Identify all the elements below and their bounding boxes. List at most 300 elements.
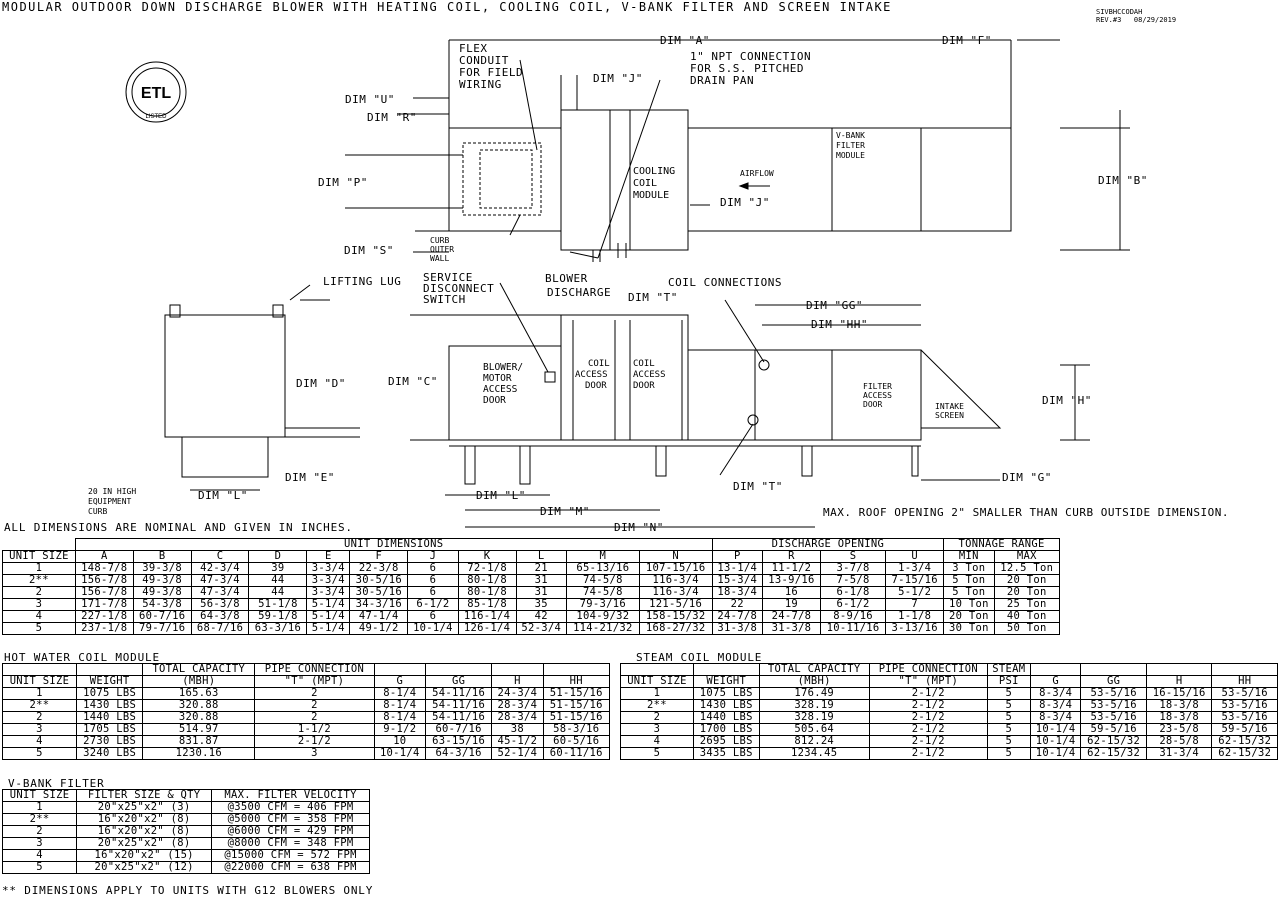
table-header-cell: WEIGHT	[693, 676, 759, 688]
dim-j-mid-label: DIM "J"	[720, 196, 770, 209]
table-row	[621, 736, 1278, 748]
table-cell: 79-7/16	[133, 623, 191, 635]
table-cell: 156-7/8	[75, 587, 133, 599]
table-cell: 156-7/8	[75, 575, 133, 587]
lifting-lug-label: LIFTING LUG	[323, 275, 402, 288]
table-cell: 5	[987, 724, 1030, 736]
table-cell: 15-3/4	[712, 575, 762, 587]
table-cell: 28-3/4	[492, 712, 543, 724]
table-cell: 10-1/4	[374, 748, 425, 760]
table-cell: 1234.45	[759, 748, 869, 760]
npt-label-2: FOR S.S. PITCHED	[690, 62, 804, 75]
table-cell: 52-3/4	[516, 623, 566, 635]
table-row	[3, 850, 370, 862]
table-cell: 10-1/4	[408, 623, 458, 635]
table-cell: 227-1/8	[75, 611, 133, 623]
table-cell: 3	[3, 724, 77, 736]
table-cell: 44	[249, 587, 307, 599]
table-header-cell: MAX. FILTER VELOCITY	[212, 790, 370, 802]
table-header-cell: S	[820, 551, 885, 563]
coil-connections-label: COIL CONNECTIONS	[668, 276, 782, 289]
filter-door-label-3: DOOR	[863, 400, 883, 409]
table-row	[3, 688, 610, 700]
table-row	[621, 712, 1278, 724]
intake-screen-label-2: SCREEN	[935, 411, 964, 420]
vbank-module-label-2: FILTER	[836, 141, 865, 150]
table-header-cell: L	[516, 551, 566, 563]
table-cell: 42	[516, 611, 566, 623]
table-header-cell: FILTER SIZE & QTY	[77, 790, 212, 802]
table-cell: 1075 LBS	[693, 688, 759, 700]
table-cell: 5 Ton	[944, 587, 994, 599]
table-row	[3, 563, 1060, 575]
table-cell: 24-7/8	[712, 611, 762, 623]
table-cell: 10-1/4	[1030, 724, 1081, 736]
table-cell: 74-5/8	[566, 587, 639, 599]
table-cell: 328.19	[759, 700, 869, 712]
table-cell: 116-3/4	[639, 587, 712, 599]
table-group-cell	[1146, 664, 1212, 676]
table-cell: 53-5/16	[1212, 700, 1278, 712]
table-cell: 831.87	[143, 736, 255, 748]
flex-conduit-label-2: CONDUIT	[459, 54, 509, 67]
table-cell: 45-1/2	[492, 736, 543, 748]
table-cell: 2	[3, 712, 77, 724]
table-cell: 31-3/4	[1146, 748, 1212, 760]
table-cell: 59-5/16	[1212, 724, 1278, 736]
table-cell: 158-15/32	[639, 611, 712, 623]
table-cell: 56-3/8	[191, 599, 249, 611]
table-cell: 18-3/8	[1146, 712, 1212, 724]
table-cell: 2**	[3, 575, 76, 587]
table-cell: 62-15/32	[1212, 736, 1278, 748]
table-header-cell: H	[1146, 676, 1212, 688]
table-cell: 35	[516, 599, 566, 611]
cooling-coil-label-3: MODULE	[633, 190, 670, 201]
equipment-curb-label-1: 20 IN HIGH	[88, 487, 137, 496]
table-cell: 53-5/16	[1081, 700, 1147, 712]
dim-e-label: DIM "E"	[285, 471, 335, 484]
table-cell: 50 Ton	[994, 623, 1059, 635]
etl-logo	[126, 62, 186, 122]
dim-b-label: DIM "B"	[1098, 174, 1148, 187]
table-header-cell: GG	[1081, 676, 1147, 688]
table-cell: 3 Ton	[944, 563, 994, 575]
table-cell: 2-1/2	[869, 712, 987, 724]
table-group-cell: PIPE CONNECTION	[869, 664, 987, 676]
table-group-row	[621, 664, 1278, 676]
table-cell: 2-1/2	[869, 736, 987, 748]
table-cell: 320.88	[143, 700, 255, 712]
table-cell: 72-1/8	[458, 563, 516, 575]
table-row	[621, 724, 1278, 736]
dim-t-bottom-label: DIM "T"	[733, 480, 783, 493]
table-cell: 4	[3, 736, 77, 748]
dim-t-top-label: DIM "T"	[628, 291, 678, 304]
table-cell: 22-3/8	[350, 563, 408, 575]
table-cell: 1	[3, 688, 77, 700]
vbank-module-label-1: V-BANK	[836, 131, 865, 140]
table-header-cell: HH	[543, 676, 609, 688]
steam-table	[620, 663, 1278, 760]
table-cell: 64-3/16	[425, 748, 491, 760]
table-cell: 148-7/8	[75, 563, 133, 575]
table-cell: 31-3/8	[712, 623, 762, 635]
table-cell: @15000 CFM = 572 FPM	[212, 850, 370, 862]
table-row	[3, 862, 370, 874]
table-header-row	[3, 676, 610, 688]
table-group-cell	[492, 664, 543, 676]
table-header-row	[3, 551, 1060, 563]
table-row	[3, 599, 1060, 611]
table-cell: 1	[3, 563, 76, 575]
table-cell: 16"x20"x2" (8)	[77, 814, 212, 826]
table-cell: 51-15/16	[543, 688, 609, 700]
table-cell: 1230.16	[143, 748, 255, 760]
table-cell: 62-15/32	[1081, 748, 1147, 760]
table-cell: 49-3/8	[133, 575, 191, 587]
table-cell: 3	[621, 724, 694, 736]
vbank-module-label-3: MODULE	[836, 151, 865, 160]
equipment-curb-label-3: CURB	[88, 507, 108, 516]
table-cell: 3	[255, 748, 374, 760]
table-cell: 79-3/16	[566, 599, 639, 611]
table-cell: 6	[408, 575, 458, 587]
table-cell: 51-15/16	[543, 700, 609, 712]
table-cell: 39	[249, 563, 307, 575]
table-cell: 1075 LBS	[76, 688, 142, 700]
table-cell: 24-3/4	[492, 688, 543, 700]
coil-door-b-label-2: ACCESS	[633, 370, 666, 380]
table-cell: 3	[3, 838, 77, 850]
table-cell: @5000 CFM = 358 FPM	[212, 814, 370, 826]
table-cell: 2730 LBS	[76, 736, 142, 748]
table-row	[3, 826, 370, 838]
table-cell: 4	[3, 850, 77, 862]
table-cell: 39-3/8	[133, 563, 191, 575]
table-cell: 16"x20"x2" (15)	[77, 850, 212, 862]
curb-wall-label-1: CURB	[430, 236, 450, 245]
table-header-cell: B	[133, 551, 191, 563]
table-cell: 24-7/8	[763, 611, 821, 623]
table-cell: 18-3/4	[712, 587, 762, 599]
table-header-cell: P	[712, 551, 762, 563]
table-cell: 16	[763, 587, 821, 599]
table-cell: 8-3/4	[1030, 688, 1081, 700]
table-cell: 2	[621, 712, 694, 724]
table-header-cell: (MBH)	[143, 676, 255, 688]
table-cell: 2**	[3, 700, 77, 712]
dim-s-label: DIM "S"	[344, 244, 394, 257]
vbank-filter-table	[2, 789, 370, 874]
table-cell: 25 Ton	[994, 599, 1059, 611]
table-cell: 53-5/16	[1081, 712, 1147, 724]
table-header-cell: UNIT SIZE	[3, 790, 77, 802]
table-cell: 5	[3, 748, 77, 760]
table-header-cell: WEIGHT	[76, 676, 142, 688]
table-header-cell: U	[886, 551, 944, 563]
blower-door-label-2: MOTOR	[483, 373, 512, 384]
table-cell: 16"x20"x2" (8)	[77, 826, 212, 838]
table-cell: 5	[987, 748, 1030, 760]
table-header-cell: HH	[1212, 676, 1278, 688]
table-cell: 7-5/8	[820, 575, 885, 587]
table-row	[3, 802, 370, 814]
table-cell: 31	[516, 587, 566, 599]
service-disconnect-label-1: SERVICE	[423, 271, 473, 284]
table-header-cell: "T" (MPT)	[255, 676, 374, 688]
table-row	[3, 623, 1060, 635]
unit-dimensions-table	[2, 538, 1060, 635]
table-cell: 54-11/16	[425, 712, 491, 724]
table-group-cell	[1212, 664, 1278, 676]
table-cell: 8-9/16	[820, 611, 885, 623]
table-cell: 58-3/16	[543, 724, 609, 736]
steam-title: STEAM COIL MODULE	[636, 651, 763, 664]
table-header-cell: (MBH)	[759, 676, 869, 688]
table-cell: 51-15/16	[543, 712, 609, 724]
table-header-cell: F	[350, 551, 408, 563]
table-header-cell: MAX	[994, 551, 1059, 563]
blower-door-label-1: BLOWER/	[483, 362, 524, 373]
table-header-cell: K	[458, 551, 516, 563]
table-cell: 505.64	[759, 724, 869, 736]
table-header-cell: H	[492, 676, 543, 688]
table-cell: 60-11/16	[543, 748, 609, 760]
table-cell: 54-11/16	[425, 700, 491, 712]
table-cell: 8-1/4	[374, 700, 425, 712]
table-cell: 63-15/16	[425, 736, 491, 748]
roof-opening-note: MAX. ROOF OPENING 2" SMALLER THAN CURB OUTSIDE DIMENSION.	[823, 506, 1229, 519]
table-cell: 9-1/2	[374, 724, 425, 736]
flex-conduit-label-1: FLEX	[459, 42, 488, 55]
table-row	[3, 736, 610, 748]
table-cell: 3240 LBS	[76, 748, 142, 760]
dim-gg-label: DIM "GG"	[806, 299, 863, 312]
table-cell: 44	[249, 575, 307, 587]
npt-label-3: DRAIN PAN	[690, 74, 755, 87]
table-group-cell	[1081, 664, 1147, 676]
table-cell: 2	[255, 688, 374, 700]
table-cell: 116-1/4	[458, 611, 516, 623]
table-group-cell: STEAM	[987, 664, 1030, 676]
table-cell: 20"x25"x2" (8)	[77, 838, 212, 850]
table-cell: 2**	[3, 814, 77, 826]
table-cell: 3-7/8	[820, 563, 885, 575]
table-cell: 80-1/8	[458, 587, 516, 599]
table-cell: 30 Ton	[944, 623, 994, 635]
table-cell: 6	[408, 587, 458, 599]
dim-p-label: DIM "P"	[318, 176, 368, 189]
table-cell: 2-1/2	[869, 724, 987, 736]
table-cell: 60-7/16	[133, 611, 191, 623]
dim-u-label: DIM "U"	[345, 93, 395, 106]
table-cell: @6000 CFM = 429 FPM	[212, 826, 370, 838]
vbank-title: V-BANK FILTER	[8, 777, 105, 790]
table-cell: 3435 LBS	[693, 748, 759, 760]
table-cell: 5-1/4	[307, 611, 350, 623]
table-cell: 1	[3, 802, 77, 814]
table-cell: 12.5 Ton	[994, 563, 1059, 575]
table-cell: 18-3/8	[1146, 700, 1212, 712]
table-row	[3, 724, 610, 736]
table-group-cell	[543, 664, 609, 676]
table-cell: 237-1/8	[75, 623, 133, 635]
table-group-cell	[425, 664, 491, 676]
table-cell: 2-1/2	[869, 700, 987, 712]
table-cell: 59-5/16	[1081, 724, 1147, 736]
dim-f-label: DIM "F"	[942, 34, 992, 47]
table-cell: 23-5/8	[1146, 724, 1212, 736]
table-cell: 3-3/4	[307, 587, 350, 599]
table-cell: 49-3/8	[133, 587, 191, 599]
table-cell: 47-3/4	[191, 587, 249, 599]
table-group-cell	[3, 664, 77, 676]
table-group-cell: PIPE CONNECTION	[255, 664, 374, 676]
service-disconnect-label-2: DISCONNECT	[423, 282, 495, 295]
flex-conduit-label-4: WIRING	[459, 78, 502, 91]
table-group-cell	[374, 664, 425, 676]
table-cell: 53-5/16	[1212, 688, 1278, 700]
table-cell: 60-5/16	[543, 736, 609, 748]
table-cell: 5 Ton	[944, 575, 994, 587]
table-row	[621, 748, 1278, 760]
footnote: ** DIMENSIONS APPLY TO UNITS WITH G12 BLOWERS ONLY	[2, 884, 374, 897]
tonnage-range-group-header: TONNAGE RANGE	[944, 539, 1060, 551]
flex-conduit-label-3: FOR FIELD	[459, 66, 524, 79]
table-row	[3, 748, 610, 760]
table-cell: 53-5/16	[1212, 712, 1278, 724]
table-header-cell: M	[566, 551, 639, 563]
table-cell: 74-5/8	[566, 575, 639, 587]
table-group-cell	[621, 664, 694, 676]
table-cell: 3-13/16	[886, 623, 944, 635]
dim-j-top-label: DIM "J"	[593, 72, 643, 85]
table-cell: 7	[886, 599, 944, 611]
table-group-cell	[1030, 664, 1081, 676]
table-cell: 10-1/4	[1030, 748, 1081, 760]
cooling-coil-label-2: COIL	[633, 178, 658, 189]
filter-door-label-2: ACCESS	[863, 391, 892, 400]
table-group-cell: TOTAL CAPACITY	[759, 664, 869, 676]
table-header-cell: D	[249, 551, 307, 563]
drawing-title: MODULAR OUTDOOR DOWN DISCHARGE BLOWER WITH HEATING COIL, COOLING COIL, V-BANK FILTER AND SCREEN INTAKE	[2, 0, 892, 14]
table-cell: 3	[3, 599, 76, 611]
coil-door-b-label-3: DOOR	[633, 381, 655, 391]
table-cell: 5-1/4	[307, 599, 350, 611]
table-cell: 107-15/16	[639, 563, 712, 575]
dim-hh-label: DIM "HH"	[811, 318, 868, 331]
revision-date: REV.#3 08/29/2019	[1096, 16, 1177, 24]
table-cell: 171-7/8	[75, 599, 133, 611]
coil-door-a-label-3: DOOR	[585, 381, 607, 391]
table-cell: 10 Ton	[944, 599, 994, 611]
table-header-cell: UNIT SIZE	[621, 676, 694, 688]
table-group-cell: TOTAL CAPACITY	[143, 664, 255, 676]
table-row	[3, 712, 610, 724]
table-cell: 1-1/8	[886, 611, 944, 623]
table-cell: 80-1/8	[458, 575, 516, 587]
table-cell: 31-3/8	[763, 623, 821, 635]
table-cell: 51-1/8	[249, 599, 307, 611]
table-cell: 176.49	[759, 688, 869, 700]
table-cell: 5	[621, 748, 694, 760]
table-cell: 121-5/16	[639, 599, 712, 611]
table-cell: 1	[621, 688, 694, 700]
table-cell: @8000 CFM = 348 FPM	[212, 838, 370, 850]
table-cell: 1705 LBS	[76, 724, 142, 736]
table-cell: 2	[3, 826, 77, 838]
table-cell: 63-3/16	[249, 623, 307, 635]
table-cell: 54-11/16	[425, 688, 491, 700]
table-cell: 13-9/16	[763, 575, 821, 587]
coil-door-b-label-1: COIL	[633, 359, 655, 369]
revision-code: SIVBHCCODAH	[1096, 8, 1143, 16]
table-cell: 42-3/4	[191, 563, 249, 575]
table-cell: 20 Ton	[994, 587, 1059, 599]
table-header-cell: C	[191, 551, 249, 563]
table-cell: 6-1/2	[820, 599, 885, 611]
table-cell: @22000 CFM = 638 FPM	[212, 862, 370, 874]
equipment-curb-label-2: EQUIPMENT	[88, 497, 132, 506]
table-cell: 10	[374, 736, 425, 748]
table-cell: 328.19	[759, 712, 869, 724]
discharge-opening-group-header: DISCHARGE OPENING	[712, 539, 944, 551]
table-cell: 1430 LBS	[693, 700, 759, 712]
table-cell: 2-1/2	[869, 748, 987, 760]
table-header-cell: GG	[425, 676, 491, 688]
table-header-cell: J	[408, 551, 458, 563]
nominal-note: ALL DIMENSIONS ARE NOMINAL AND GIVEN IN INCHES.	[4, 521, 353, 534]
table-cell: 20"x25"x2" (3)	[77, 802, 212, 814]
table-cell: 16-15/16	[1146, 688, 1212, 700]
dim-h-label: DIM "H"	[1042, 394, 1092, 407]
table-group-row	[3, 664, 610, 676]
table-cell: 68-7/16	[191, 623, 249, 635]
filter-door-label-1: FILTER	[863, 382, 892, 391]
dim-g-label: DIM "G"	[1002, 471, 1052, 484]
dim-d-label: DIM "D"	[296, 377, 346, 390]
table-cell: @3500 CFM = 406 FPM	[212, 802, 370, 814]
table-cell: 65-13/16	[566, 563, 639, 575]
table-cell: 19	[763, 599, 821, 611]
table-cell: 2-1/2	[255, 736, 374, 748]
table-cell: 47-1/4	[350, 611, 408, 623]
table-cell: 8-3/4	[1030, 700, 1081, 712]
table-row	[3, 700, 610, 712]
table-cell: 11-1/2	[763, 563, 821, 575]
table-cell: 10-11/16	[820, 623, 885, 635]
table-header-cell: N	[639, 551, 712, 563]
table-cell: 7-15/16	[886, 575, 944, 587]
table-cell: 1700 LBS	[693, 724, 759, 736]
table-header-row	[3, 790, 370, 802]
table-cell: 49-1/2	[350, 623, 408, 635]
table-row	[3, 814, 370, 826]
table-cell: 1-3/4	[886, 563, 944, 575]
table-cell: 5-1/4	[307, 623, 350, 635]
table-cell: 28-5/8	[1146, 736, 1212, 748]
table-cell: 6-1/8	[820, 587, 885, 599]
blower-door-label-3: ACCESS	[483, 384, 518, 395]
coil-door-a-label-1: COIL	[588, 359, 610, 369]
table-cell: 13-1/4	[712, 563, 762, 575]
table-cell: 2**	[621, 700, 694, 712]
table-cell: 8-1/4	[374, 688, 425, 700]
table-cell: 2	[255, 712, 374, 724]
table-cell: 21	[516, 563, 566, 575]
intake-screen-label-1: INTAKE	[935, 402, 964, 411]
